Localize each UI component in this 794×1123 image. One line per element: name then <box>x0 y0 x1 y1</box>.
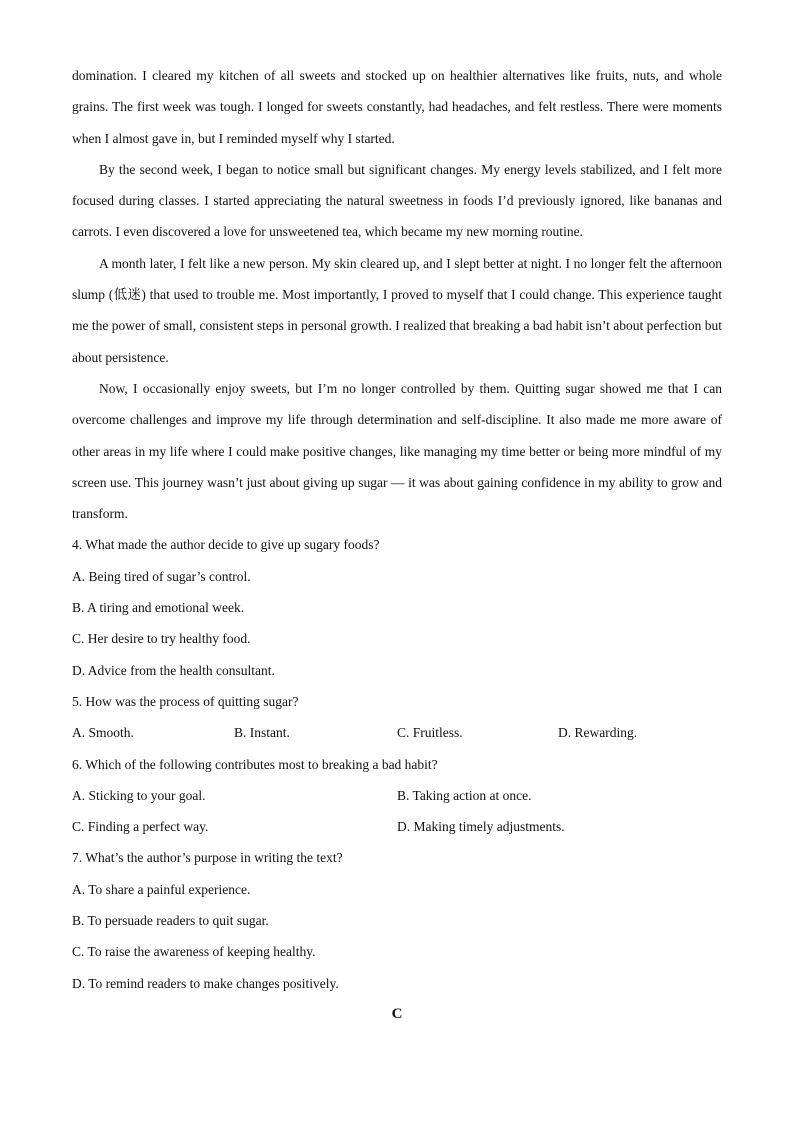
question-6-option-b: B. Taking action at once. <box>397 787 532 803</box>
question-6-options-row-2 <box>72 811 722 842</box>
question-6-option-a: A. Sticking to your goal. <box>72 787 206 803</box>
question-5-option-a: A. Smooth. <box>72 725 134 741</box>
question-7-option-b: B. To persuade readers to quit sugar. <box>72 913 269 929</box>
question-5-option-d: D. Rewarding. <box>558 725 638 741</box>
question-5-options-row <box>72 717 722 748</box>
question-6-option-c: C. Finding a perfect way. <box>72 819 209 835</box>
question-5-option-b: B. Instant. <box>234 725 290 741</box>
question-4-option-b: B. A tiring and emotional week. <box>72 600 245 616</box>
question-4-option-a: A. Being tired of sugar’s control. <box>72 568 251 584</box>
passage-paragraph-4: Now, I occasionally enjoy sweets, but I’m no longer controlled by them. Quitting sugar showed me that I can overcome challenges and improve my life through determination and self-discipline. It also made me more aware of other areas in my life where I could make positive changes, like managing my time better or being more mindful of my screen use. This journey wasn’t just about giving up sugar — it was about gaining confidence in my ability to grow and transform. <box>72 380 722 522</box>
question-6-stem: 6. Which of the following contributes most to breaking a bad habit? <box>72 756 438 772</box>
passage-paragraph-1: domination. I cleared my kitchen of all sweets and stocked up on healthier alternatives like fruits, nuts, and whole grains. The first week was tough. I longed for sweets constantly, had headaches, and felt restless. There were moments when I almost gave in, but I reminded myself why I started. <box>72 68 722 146</box>
question-4-option-d: D. Advice from the health consultant. <box>72 662 275 678</box>
question-5-option-c: C. Fruitless. <box>397 725 463 741</box>
question-7-stem: 7. What’s the author’s purpose in writing the text? <box>72 850 343 866</box>
question-4-stem: 4. What made the author decide to give up sugary foods? <box>72 537 380 553</box>
question-7-option-c: C. To raise the awareness of keeping healthy. <box>72 944 316 960</box>
passage-paragraph-3: A month later, I felt like a new person. My skin cleared up, and I slept better at night. I no longer felt the afternoon slump (低迷) that used to trouble me. Most importantly, I proved to myself that I could change. This experience taught me the power of small, consistent steps in personal growth. I realized that breaking a bad habit isn’t about perfection but about persistence. <box>72 255 722 365</box>
question-7-option-d: D. To remind readers to make changes positively. <box>72 975 339 991</box>
document-page <box>72 60 722 1030</box>
question-6-options-row-1 <box>72 780 722 811</box>
question-7-option-a: A. To share a painful experience. <box>72 881 251 897</box>
question-5-stem: 5. How was the process of quitting sugar? <box>72 693 299 709</box>
question-6-option-d: D. Making timely adjustments. <box>397 819 565 835</box>
passage-paragraph-2: By the second week, I began to notice small but significant changes. My energy levels stabilized, and I felt more focused during classes. I started appreciating the natural sweetness in foods I’d previously ignored, like bananas and carrots. I even discovered a love for unsweetened tea, which became my new morning routine. <box>72 161 722 240</box>
question-4-option-c: C. Her desire to try healthy food. <box>72 631 251 647</box>
section-heading: C <box>391 1005 403 1022</box>
